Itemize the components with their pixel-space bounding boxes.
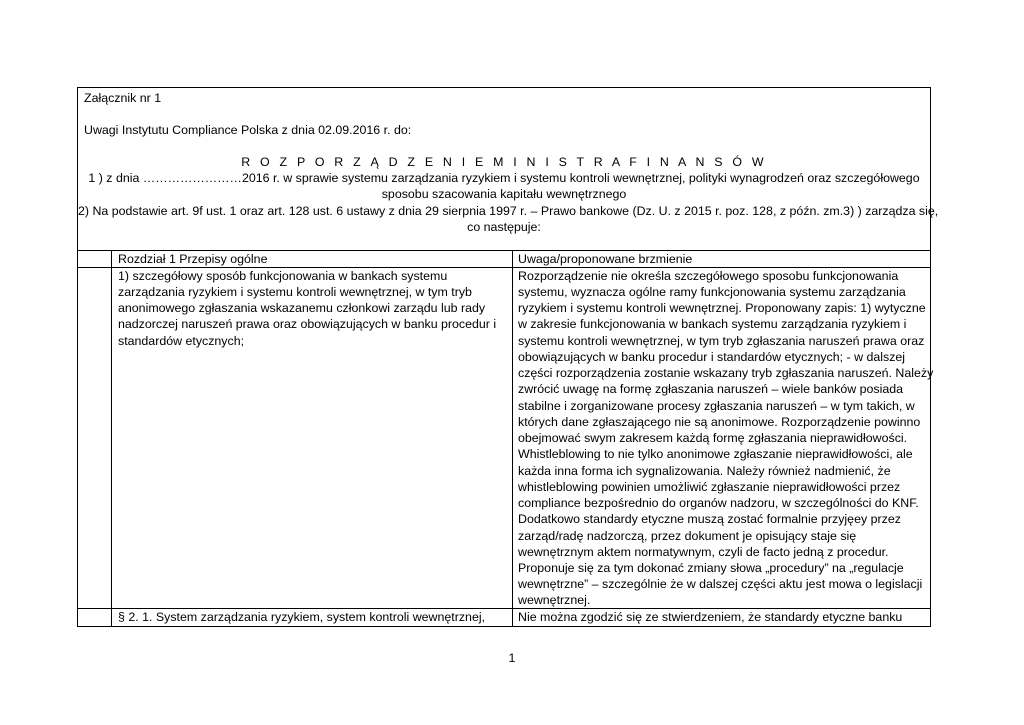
comment-text-line: Nie można zgodzić się ze stwierdzeniem, że standardy etyczne banku (518, 610, 903, 624)
comment-text-line: każda inna forma ich sygnalizowania. Należy również nadmienić, że (518, 464, 891, 478)
comment-text-line: zwrócić uwagę na formę zgłaszania naruszeń – wiele banków posiada (518, 382, 904, 396)
comment-text-line: ryzykiem i systemu kontroli wewnętrznej. Proponowany zapis: 1) wytyczne (518, 301, 926, 315)
comment-text-line: Proponuje się za tym dokonać zmiany słowa „procedury” na „regulacje (518, 561, 904, 575)
regulation-title: R O Z P O R Z Ą D Z E N I E M I N I S T R A F I N A N S Ó W (241, 155, 767, 169)
comment-text-line: których dane zgłaszającego nie są anonimowe. Rozporządzenie powinno (518, 415, 921, 429)
column-divider (111, 251, 112, 626)
provision-text-line: nadzorczej naruszeń prawa oraz obowiązujących w banku procedur i (118, 317, 497, 331)
comment-text-line: stabilne i zorganizowane procesy zgłaszania naruszeń – w tym takich, w (518, 399, 915, 413)
column-header-comment: Uwaga/proponowane brzmienie (518, 252, 693, 266)
comment-text-line: w zakresie funkcjonowania w bankach systemu zarządzania ryzykiem i (518, 317, 907, 331)
comment-text-line: Whistleblowing to nie tylko anonimowe zgłaszanie nieprawidłowości, ale (518, 447, 913, 461)
comment-text-line: obejmować swym zakresem każdą formę zgłaszania nieprawidłowości. (518, 431, 908, 445)
attachment-label: Załącznik nr 1 (84, 91, 162, 105)
comment-text-line: wewnętrznym aktem normatywnym, czyli de facto jedną z procedur. (518, 545, 889, 559)
comment-text-line: Rozporządzenie nie określa szczegółowego sposobu funkcjonowania (518, 269, 899, 283)
comment-text-line: whistleblowing powinien umożliwić zgłaszanie nieprawidłowości przez (518, 480, 901, 494)
document-table (77, 87, 939, 627)
legal-basis-line: 2) Na podstawie art. 9f ust. 1 oraz art. 128 ust. 6 ustawy z dnia 29 sierpnia 1997 r. – Prawo bankowe (Dz. U. z 2015 r. poz. 128, z późn. zm.3) ) zarządza się, (78, 204, 939, 218)
comment-text-line: systemu kontroli wewnętrznej, w tym tryb zgłaszania naruszeń prawa oraz (518, 334, 925, 348)
legal-basis-line-2: co następuje: (467, 220, 541, 234)
comment-text-line: wewnętrzne” – szczególnie że w dalszej części aktu jest mowa o legislacji (518, 577, 923, 591)
comment-text-line: obowiązujących w banku procedur i standardów etycznych; - w dalszej (518, 350, 906, 364)
provision-text-line: zarządzania ryzykiem i systemu kontroli wewnętrznej, w tym tryb (118, 285, 472, 299)
provision-text-line: 1) szczegółowy sposób funkcjonowania w bankach systemu (118, 269, 448, 283)
provision-text-line: standardów etycznych; (118, 334, 245, 348)
comments-table (78, 251, 934, 626)
regulation-subject-line: 1 ) z dnia ……………………2016 r. w sprawie systemu zarządzania ryzykiem i systemu kontroli wewnętrznej, polityki wynagrodzeń oraz szczegółowego (88, 171, 920, 185)
comment-text-line: compliance bezpośrednio do organów nadzoru, w szczególności do KNF. (518, 496, 919, 510)
column-divider (512, 251, 513, 626)
comment-text-line: części rozporządzenia zostanie wskazany tryb zgłaszania naruszeń. Należy (518, 366, 934, 380)
provision-text-line: § 2. 1. System zarządzania ryzykiem, system kontroli wewnętrznej, (118, 610, 486, 624)
page-number: 1 (508, 651, 516, 665)
comment-text-line: wewnętrznej. (518, 593, 591, 607)
comment-text-line: Dodatkowo standardy etyczne muszą zostać formalnie przyjęey przez (518, 512, 901, 526)
provision-text-line: anonimowego zgłaszania wskazanemu członkowi zarządu lub rady (118, 301, 486, 315)
comment-text-line: systemu, wyznacza ogólne ramy funkcjonowania systemu zarządzania (518, 285, 906, 299)
column-header-chapter: Rozdział 1 Przepisy ogólne (118, 252, 268, 266)
remarks-heading: Uwagi Instytutu Compliance Polska z dnia 02.09.2016 r. do: (84, 123, 412, 137)
comment-text-line: zarząd/radę nadzorczą, przez dokument je opisujący staje się (518, 529, 857, 543)
document-header (78, 88, 939, 251)
regulation-subject-line-2: sposobu szacowania kapitału wewnętrznego (381, 187, 627, 201)
